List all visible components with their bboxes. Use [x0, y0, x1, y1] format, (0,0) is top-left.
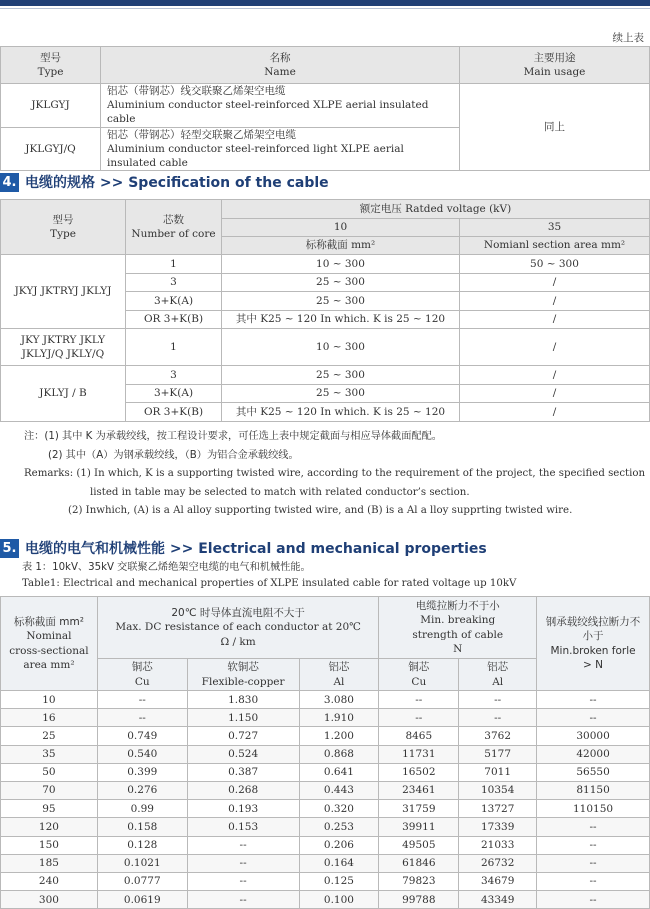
header-area: 标称截面 mm² Nominal cross-sectional area mm² [1, 597, 98, 691]
table-cell: 95 [1, 800, 98, 818]
area-10-cell: 其中 K25 ~ 120 In which. K is 25 ~ 120 [222, 403, 460, 422]
core-cell: OR 3+K(B) [126, 310, 222, 329]
section-number: 4. [0, 173, 19, 192]
table-cell: -- [379, 691, 459, 709]
area-10-cell: 25 ~ 300 [222, 366, 460, 385]
table-cell: 3.080 [299, 691, 379, 709]
table-row [1, 854, 650, 872]
core-cell: 3 [126, 273, 222, 292]
table-cell: -- [97, 709, 187, 727]
table-cell: 16 [1, 709, 98, 727]
table-cell: 0.727 [187, 727, 299, 745]
table-cell: 16502 [379, 763, 459, 781]
table-cell: -- [537, 691, 650, 709]
table-row [1, 781, 650, 799]
header-core: 芯数 Number of core [126, 200, 222, 255]
table-cell: 110150 [537, 800, 650, 818]
header-10kv: 10 [222, 219, 460, 237]
note-2: (2) 其中（A）为钢承载绞线，（B）为铝合金承载绞线。 [48, 450, 299, 461]
table-cell: 0.0777 [97, 872, 187, 890]
table-row [1, 836, 650, 854]
table-cell: 0.387 [187, 763, 299, 781]
table-cell: -- [97, 691, 187, 709]
header-area-en: Nomianl section area mm² [460, 237, 650, 255]
table-cell: 79823 [379, 872, 459, 890]
area-35-cell: / [460, 366, 650, 385]
area-10-cell: 25 ~ 300 [222, 292, 460, 311]
sub-header: 铜芯 Cu [97, 659, 187, 691]
table-cell: 30000 [537, 727, 650, 745]
table-cell: -- [187, 872, 299, 890]
table-cell: 0.99 [97, 800, 187, 818]
table-cell: -- [459, 691, 537, 709]
table-caption-en: Table1: Electrical and mechanical properties of XLPE insulated cable for rated voltage up 10kV [22, 578, 517, 589]
table-row [1, 763, 650, 781]
table-cell: 70 [1, 781, 98, 799]
area-10-cell: 25 ~ 300 [222, 273, 460, 292]
table-cell: 3762 [459, 727, 537, 745]
header-voltage: 额定电压 Ratded voltage (kV) [222, 200, 650, 219]
table-cell: 26732 [459, 854, 537, 872]
header-type: 型号 Type [1, 47, 101, 84]
table-cell: 0.524 [187, 745, 299, 763]
table-cell: 0.276 [97, 781, 187, 799]
header-bar [0, 0, 650, 6]
specification-table [0, 199, 650, 422]
table-cell: 42000 [537, 745, 650, 763]
table-cell: 0.320 [299, 800, 379, 818]
table-cell: 81150 [537, 781, 650, 799]
table-cell: 150 [1, 836, 98, 854]
table-cell: 5177 [459, 745, 537, 763]
table-cell: -- [537, 818, 650, 836]
table-cell: 39911 [379, 818, 459, 836]
table-cell: 49505 [379, 836, 459, 854]
sub-header: 铝芯 Al [459, 659, 537, 691]
table-cell: 0.100 [299, 891, 379, 909]
table-cell: -- [187, 854, 299, 872]
table-cell: 8465 [379, 727, 459, 745]
table-cell: 0.443 [299, 781, 379, 799]
table-row [1, 800, 650, 818]
table-cell: 1.910 [299, 709, 379, 727]
table-cell: 0.399 [97, 763, 187, 781]
table-cell: 0.268 [187, 781, 299, 799]
table-cell: 120 [1, 818, 98, 836]
header-35kv: 35 [460, 219, 650, 237]
table-cell: 240 [1, 872, 98, 890]
table-cell: 1.150 [187, 709, 299, 727]
type-cell: JKYJ JKTRYJ JKLYJ [1, 255, 126, 329]
type-cell: JKY JKTRY JKLY JKLYJ/Q JKLY/Q [1, 329, 126, 366]
table-cell: 25 [1, 727, 98, 745]
header-name: 名称 Name [101, 47, 460, 84]
table-cell: 13727 [459, 800, 537, 818]
table-cell: -- [459, 709, 537, 727]
table-cell: -- [187, 891, 299, 909]
name-cell: 铝芯（带钢芯）轻型交联聚乙烯架空电缆 Aluminium conductor steel-reinforced light XLPE aerial insulated cable [101, 127, 460, 171]
header-resistance: 20℃ 时导体直流电阻不大于 Max. DC resistance of each conductor at 20℃ Ω / km [97, 597, 379, 659]
table-cell: 1.200 [299, 727, 379, 745]
name-cell: 铝芯（带钢芯）线交联聚乙烯架空电缆 Aluminium conductor steel-reinforced XLPE aerial insulated cable [101, 84, 460, 128]
remark-1-cont: listed in table may be selected to match with related conductor’s section. [90, 487, 470, 498]
table-cell: 300 [1, 891, 98, 909]
area-35-cell: / [460, 310, 650, 329]
table-caption-zh: 表 1：10kV、35kV 交联聚乙烯绝架空电缆的电气和机械性能。 [22, 562, 311, 573]
table-row [1, 745, 650, 763]
remark-1: Remarks: (1) In which, K is a supporting twisted wire, according to the requirement of the project, the specified section [24, 468, 646, 479]
table-cell: 0.153 [187, 818, 299, 836]
table-cell: 0.1021 [97, 854, 187, 872]
table-cell: 0.540 [97, 745, 187, 763]
table-cell: 50 [1, 763, 98, 781]
sub-header: 铝芯 Al [299, 659, 379, 691]
header-type: 型号 Type [1, 200, 126, 255]
table-cell: 0.0619 [97, 891, 187, 909]
table-cell: 7011 [459, 763, 537, 781]
table-cell: -- [537, 854, 650, 872]
table-cell: 23461 [379, 781, 459, 799]
core-cell: OR 3+K(B) [126, 403, 222, 422]
core-cell: 3+K(A) [126, 292, 222, 311]
table-cell: 34679 [459, 872, 537, 890]
cable-type-table [0, 46, 650, 171]
table-row [1, 818, 650, 836]
table-cell: 0.641 [299, 763, 379, 781]
section-title: 电缆的规格 >> Specification of the cable [25, 175, 329, 191]
table-row [1, 691, 650, 709]
table-cell: 0.193 [187, 800, 299, 818]
type-cell: JKLYJ / B [1, 366, 126, 422]
table-row [1, 709, 650, 727]
table-cell: 43349 [459, 891, 537, 909]
continued-label: 续上表 [612, 32, 644, 44]
table-row [1, 872, 650, 890]
core-cell: 3 [126, 366, 222, 385]
table-cell: 56550 [537, 763, 650, 781]
table-cell: 17339 [459, 818, 537, 836]
table-cell: 0.749 [97, 727, 187, 745]
table-cell: -- [537, 836, 650, 854]
area-35-cell: / [460, 384, 650, 403]
area-10-cell: 10 ~ 300 [222, 329, 460, 366]
area-35-cell: / [460, 292, 650, 311]
table-cell: 0.158 [97, 818, 187, 836]
table-cell: -- [379, 709, 459, 727]
table-cell: 0.206 [299, 836, 379, 854]
table-cell: 0.125 [299, 872, 379, 890]
table-cell: 31759 [379, 800, 459, 818]
header-breaking: 电缆拉断力不于小 Min. breaking strength of cable N [379, 597, 537, 659]
core-cell: 1 [126, 255, 222, 274]
section-number: 5. [0, 539, 19, 558]
table-cell: 99788 [379, 891, 459, 909]
table-cell: 61846 [379, 854, 459, 872]
header-steel: 钢承载绞线拉断力不 小于 Min.broken forle > N [537, 597, 650, 691]
header-rule [0, 8, 650, 9]
section-title: 电缆的电气和机械性能 >> Electrical and mechanical properties [25, 541, 487, 557]
type-cell: JKLGYJ [1, 84, 101, 128]
area-35-cell: / [460, 329, 650, 366]
type-cell: JKLGYJ/Q [1, 127, 101, 171]
area-35-cell: 50 ~ 300 [460, 255, 650, 274]
area-10-cell: 25 ~ 300 [222, 384, 460, 403]
header-usage: 主要用途 Main usage [460, 47, 650, 84]
core-cell: 3+K(A) [126, 384, 222, 403]
remark-2: (2) Inwhich, (A) is a Al alloy supporting twisted wire, and (B) is a Al a lloy supprting twisted wire. [68, 505, 573, 516]
section-4-heading [0, 172, 329, 192]
area-10-cell: 其中 K25 ~ 120 In which. K is 25 ~ 120 [222, 310, 460, 329]
usage-cell: 同上 [460, 84, 650, 171]
table-cell: -- [537, 872, 650, 890]
area-10-cell: 10 ~ 300 [222, 255, 460, 274]
table-cell: 10 [1, 691, 98, 709]
table-cell: 11731 [379, 745, 459, 763]
table-cell: 1.830 [187, 691, 299, 709]
header-area: 标称截面 mm² [222, 237, 460, 255]
table-cell: 185 [1, 854, 98, 872]
table-row [1, 727, 650, 745]
area-35-cell: / [460, 273, 650, 292]
table-cell: -- [537, 891, 650, 909]
table-cell: 0.868 [299, 745, 379, 763]
table-cell: 0.253 [299, 818, 379, 836]
table-cell: -- [537, 709, 650, 727]
table-cell: 21033 [459, 836, 537, 854]
sub-header: 软铜芯 Flexible-copper [187, 659, 299, 691]
section-5-heading [0, 538, 487, 558]
table-cell: 0.128 [97, 836, 187, 854]
table-row [1, 891, 650, 909]
table-cell: 0.164 [299, 854, 379, 872]
core-cell: 1 [126, 329, 222, 366]
area-35-cell: / [460, 403, 650, 422]
note-1: 注：(1) 其中 K 为承载绞线，按工程设计要求，可任选上表中规定截面与相应导体截面配配。 [24, 431, 442, 442]
table-cell: 35 [1, 745, 98, 763]
table-cell: -- [187, 836, 299, 854]
electrical-properties-table [0, 596, 650, 909]
sub-header: 铜芯 Cu [379, 659, 459, 691]
table-cell: 10354 [459, 781, 537, 799]
